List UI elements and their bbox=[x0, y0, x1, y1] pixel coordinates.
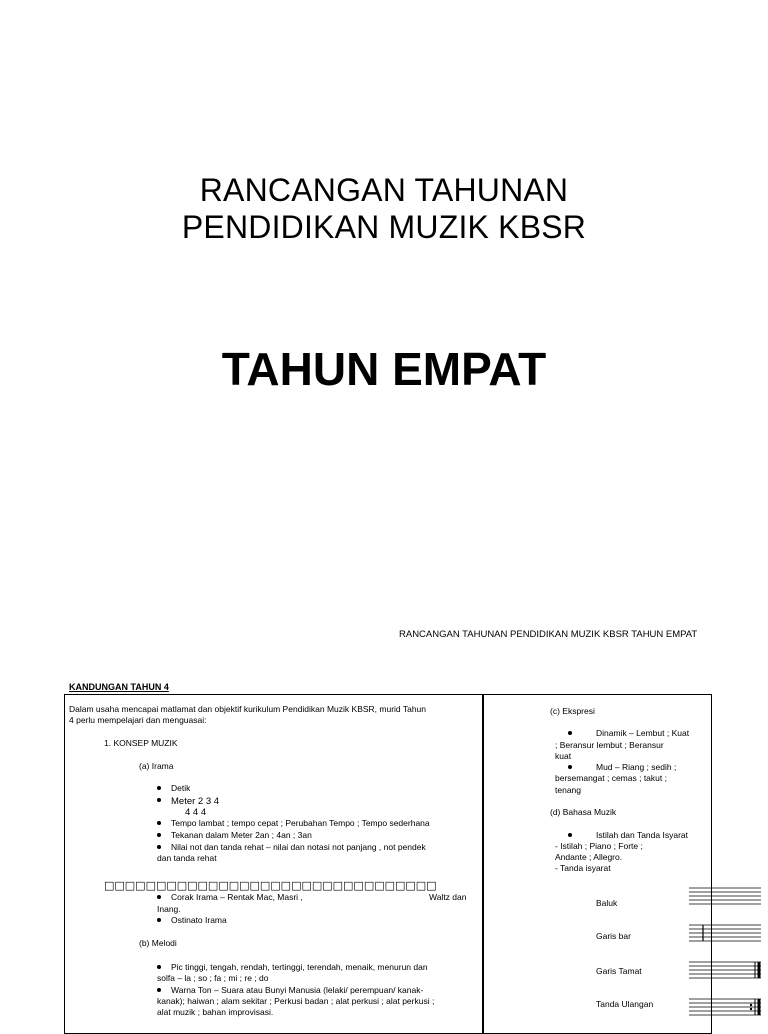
list-item: Ostinato Irama bbox=[157, 915, 227, 926]
list-item-continuation: alat muzik ; bahan improvisasi. bbox=[157, 1007, 274, 1017]
list-item: Nilai not dan tanda rehat – nilai dan notasi not panjang , not pendek bbox=[157, 842, 426, 853]
list-item: Meter 2 3 4 bbox=[157, 796, 219, 807]
list-item-continuation: Inang. bbox=[157, 904, 181, 914]
list-item-continuation: solfa – la ; so ; fa ; mi ; re ; do bbox=[157, 973, 269, 983]
list-item: Dinamik – Lembut ; Kuat bbox=[568, 728, 689, 739]
bullet-icon bbox=[568, 731, 572, 735]
running-title: RANCANGAN TAHUNAN PENDIDIKAN MUZIK KBSR TAHUN EMPAT bbox=[399, 629, 698, 640]
column-divider bbox=[482, 694, 484, 1034]
list-item-continuation: - Istilah ; Piano ; Forte ; bbox=[555, 841, 643, 851]
list-item-continuation: tenang bbox=[555, 785, 581, 795]
list-item-continuation: Andante ; Allegro. bbox=[555, 852, 623, 862]
bullet-icon bbox=[157, 786, 161, 790]
cover-title-line2: PENDIDIKAN MUZIK KBSR bbox=[181, 209, 587, 245]
symbol-label-baluk: Baluk bbox=[596, 898, 618, 908]
list-item-continuation: bersemangat ; cemas ; takut ; bbox=[555, 773, 667, 783]
list-item: Corak Irama – Rentak Mac, Masri , bbox=[157, 892, 303, 903]
bullet-icon bbox=[157, 845, 161, 849]
list-item: Istilah dan Tanda Isyarat bbox=[568, 830, 688, 841]
list-item-continuation: ; Beransur lembut ; Beransur bbox=[555, 740, 664, 750]
bullet-icon bbox=[157, 988, 161, 992]
bullet-icon bbox=[568, 833, 572, 837]
bullet-icon bbox=[157, 833, 161, 837]
content-heading: KANDUNGAN TAHUN 4 bbox=[69, 682, 169, 692]
symbol-label-tanda-ulangan: Tanda Ulangan bbox=[596, 999, 654, 1009]
cover-title-line1: RANCANGAN TAHUNAN bbox=[199, 172, 569, 208]
bullet-icon bbox=[568, 765, 572, 769]
label-melodi: (b) Melodi bbox=[139, 938, 177, 948]
section-konsep-muzik: 1. KONSEP MUZIK bbox=[104, 738, 178, 748]
bullet-icon bbox=[157, 798, 161, 802]
missing-glyph-row: □□□□□□□□□□□□□□□□□□□□□□□□□□□□□□□□ bbox=[104, 879, 437, 892]
label-ekspresi: (c) Ekspresi bbox=[550, 706, 595, 716]
intro-line-2: 4 perlu mempelajari dan menguasai: bbox=[69, 715, 207, 725]
final-bar-icon bbox=[689, 960, 761, 979]
list-item: Mud – Riang ; sedih ; bbox=[568, 762, 676, 773]
bullet-icon bbox=[157, 918, 161, 922]
list-item: Warna Ton – Suara atau Bunyi Manusia (lelaki/ perempuan/ kanak- bbox=[157, 985, 423, 996]
list-item: Tempo lambat ; tempo cepat ; Perubahan Tempo ; Tempo sederhana bbox=[157, 818, 430, 829]
symbol-label-garis-tamat: Garis Tamat bbox=[596, 966, 642, 976]
label-irama: (a) Irama bbox=[139, 761, 174, 771]
list-item-continuation: kanak); haiwan ; alam sekitar ; Perkusi badan ; alat perkusi ; alat perkusi ; bbox=[157, 996, 435, 1006]
list-item-waltz: Waltz dan bbox=[429, 892, 467, 902]
list-item-continuation: kuat bbox=[555, 751, 572, 761]
list-item: Tekanan dalam Meter 2an ; 4an ; 3an bbox=[157, 830, 312, 841]
intro-line-1: Dalam usaha mencapai matlamat dan objektif kurikulum Pendidikan Muzik KBSR, murid Tahun bbox=[69, 704, 427, 714]
cover-subtitle: TAHUN EMPAT bbox=[221, 343, 547, 395]
list-item-continuation: - Tanda isyarat bbox=[555, 863, 611, 873]
repeat-sign-icon bbox=[689, 997, 761, 1016]
symbol-label-garis-bar: Garis bar bbox=[596, 931, 631, 941]
label-bahasa-muzik: (d) Bahasa Muzik bbox=[550, 807, 617, 817]
bullet-icon bbox=[157, 895, 161, 899]
meter-denominators: 4 4 4 bbox=[185, 807, 207, 818]
list-item: Detik bbox=[157, 783, 190, 794]
bullet-icon bbox=[157, 965, 161, 969]
list-item-continuation: dan tanda rehat bbox=[157, 853, 217, 863]
staff-icon bbox=[689, 886, 761, 905]
list-item: Pic tinggi, tengah, rendah, tertinggi, terendah, menaik, menurun dan bbox=[157, 962, 428, 973]
bullet-icon bbox=[157, 821, 161, 825]
bar-line-icon bbox=[689, 923, 761, 942]
